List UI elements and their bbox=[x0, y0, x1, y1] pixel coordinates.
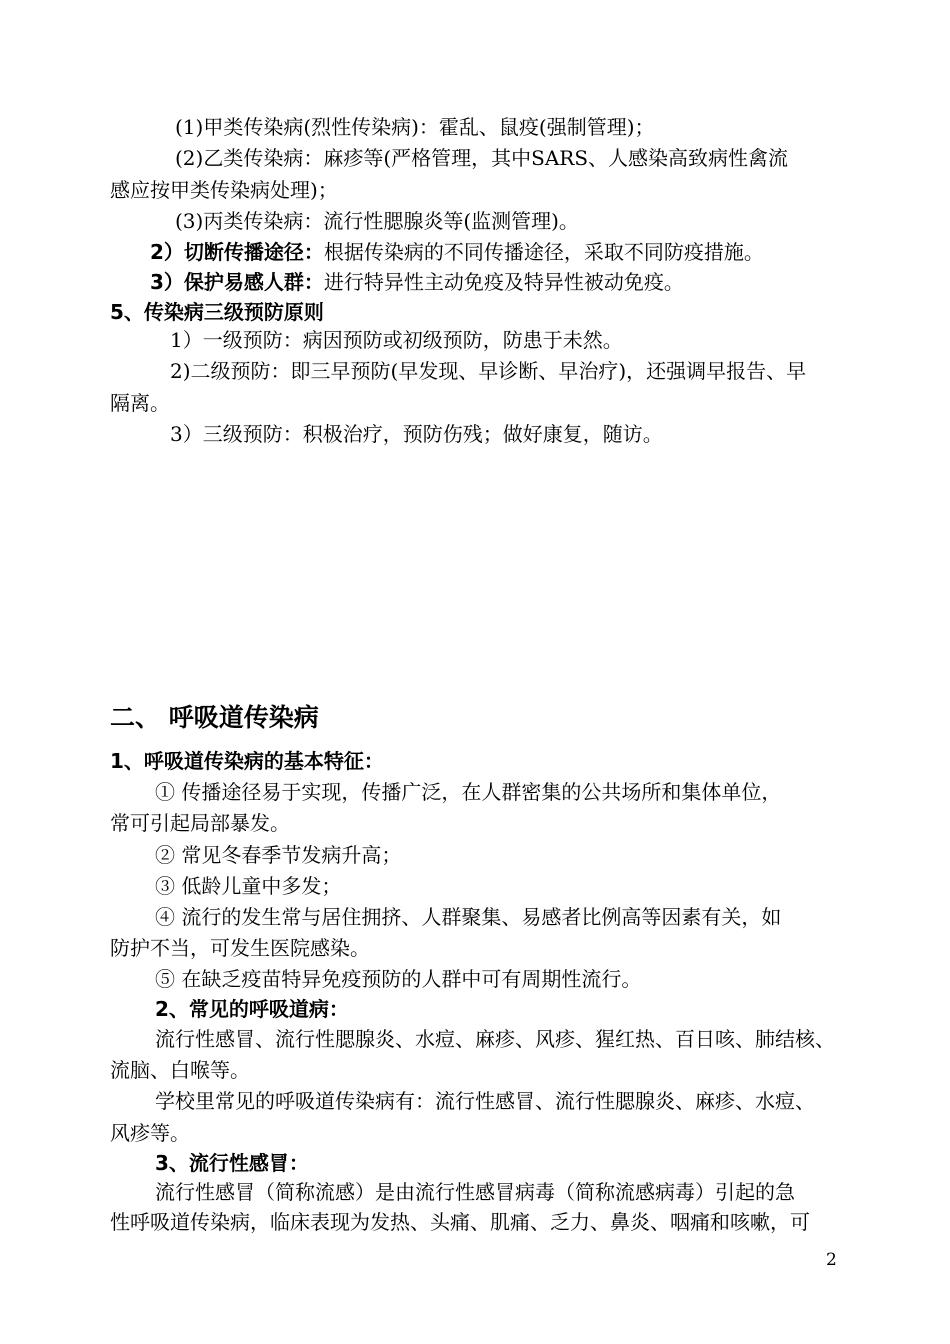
chapter-heading: 二、 呼吸道传染病 bbox=[110, 703, 319, 732]
section-heading: 2、常见的呼吸道病： bbox=[155, 997, 349, 1021]
text-line: 3）三级预防：积极治疗，预防伤残；做好康复，随访。 bbox=[170, 422, 663, 446]
text-line: 流脑、白喉等。 bbox=[110, 1058, 250, 1082]
subheading: 2）切断传播途径： bbox=[150, 240, 324, 264]
text-line: 防护不当，可发生医院感染。 bbox=[110, 936, 370, 960]
text-line: (3)丙类传染病：流行性腮腺炎等(监测管理)。 bbox=[175, 209, 579, 233]
text-line: 1）一级预防：病因预防或初级预防，防患于未然。 bbox=[170, 328, 623, 352]
page-number: 2 bbox=[826, 1250, 837, 1270]
body-text: 进行特异性主动免疫及特异性被动免疫。 bbox=[323, 270, 684, 294]
section-heading: 5、传染病三级预防原则 bbox=[110, 300, 324, 324]
text-line bbox=[150, 269, 684, 295]
text-line: 流行性感冒（简称流感）是由流行性感冒病毒（简称流感病毒）引起的急 bbox=[155, 1180, 795, 1204]
text-line: ③ 低龄儿童中多发； bbox=[155, 874, 342, 898]
text-line: (2)乙类传染病：麻疹等(严格管理，其中SARS、人感染高致病性禽流 bbox=[175, 146, 789, 170]
text-line: 风疹等。 bbox=[110, 1121, 190, 1145]
text-line: (1)甲类传染病(烈性传染病)：霍乱、鼠疫(强制管理)； bbox=[175, 115, 655, 139]
subheading: 3）保护易感人群： bbox=[150, 270, 324, 294]
section-heading: 3、流行性感冒： bbox=[155, 1151, 309, 1175]
body-text: 根据传染病的不同传播途径，采取不同防疫措施。 bbox=[323, 240, 764, 264]
text-line: ⑤ 在缺乏疫苗特异免疫预防的人群中可有周期性流行。 bbox=[155, 967, 642, 991]
text-line: 常可引起局部暴发。 bbox=[110, 811, 290, 835]
text-line: ② 常见冬春季节发病升高； bbox=[155, 843, 402, 867]
text-line: 隔离。 bbox=[110, 391, 170, 415]
text-line: ① 传播途径易于实现，传播广泛，在人群密集的公共场所和集体单位， bbox=[155, 780, 782, 804]
text-line: ④ 流行的发生常与居住拥挤、人群聚集、易感者比例高等因素有关，如 bbox=[155, 905, 782, 929]
text-line: 2)二级预防：即三早预防(早发现、早诊断、早治疗)，还强调早报告、早 bbox=[170, 359, 807, 383]
text-line: 学校里常见的呼吸道传染病有：流行性感冒、流行性腮腺炎、麻疹、水痘、 bbox=[155, 1089, 815, 1113]
text-line: 性呼吸道传染病，临床表现为发热、头痛、肌痛、乏力、鼻炎、咽痛和咳嗽，可 bbox=[110, 1210, 810, 1234]
text-line: 感应按甲类传染病处理)； bbox=[110, 178, 338, 202]
text-line bbox=[150, 239, 764, 265]
section-heading: 1、呼吸道传染病的基本特征： bbox=[110, 749, 384, 773]
text-line: 流行性感冒、流行性腮腺炎、水痘、麻疹、风疹、猩红热、百日咳、肺结核、 bbox=[155, 1027, 835, 1051]
